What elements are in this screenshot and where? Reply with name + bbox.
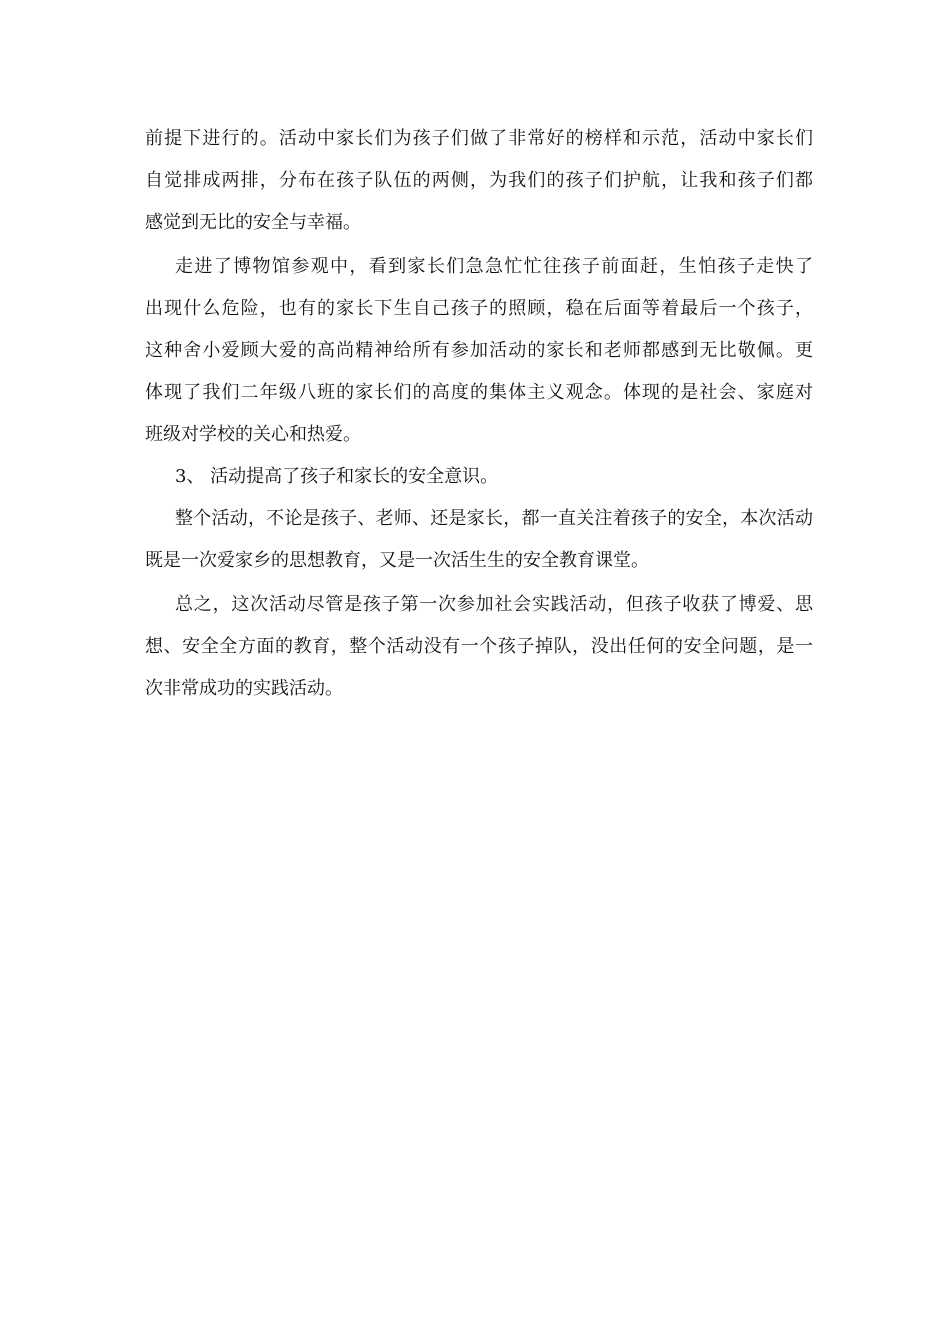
paragraph-line: 走进了博物馆参观中，看到家长们急急忙忙往孩子前面赶，生怕孩子走快了: [175, 256, 813, 277]
paragraph-line: 整个活动，不论是孩子、老师、还是家长，都一直关注着孩子的安全，本次活动: [175, 508, 813, 529]
paragraph-2: [145, 246, 813, 456]
paragraph-line: 总之，这次活动尽管是孩子第一次参加社会实践活动，但孩子收获了博爱、思: [175, 594, 813, 615]
paragraph-line: 自觉排成两排，分布在孩子队伍的两侧，为我们的孩子们护航，让我和孩子们都: [145, 170, 813, 191]
paragraph-line: 既是一次爱家乡的思想教育，又是一次活生生的安全教育课堂。: [145, 550, 649, 571]
paragraph-line: 想、安全全方面的教育，整个活动没有一个孩子掉队，没出任何的安全问题，是一: [145, 636, 813, 657]
paragraph-line: 体现了我们二年级八班的家长们的高度的集体主义观念。体现的是社会、家庭对: [145, 382, 813, 403]
document-body: [145, 118, 813, 710]
paragraph-line: 前提下进行的。活动中家长们为孩子们做了非常好的榜样和示范，活动中家长们: [145, 128, 813, 149]
paragraph-line: 感觉到无比的安全与幸福。: [145, 212, 361, 233]
paragraph-line: 出现什么危险，也有的家长下生自己孩子的照顾，稳在后面等着最后一个孩子，: [145, 298, 813, 319]
paragraph-line: 次非常成功的实践活动。: [145, 678, 343, 699]
paragraph-line: 这种舍小爱顾大爱的高尚精神给所有参加活动的家长和老师都感到无比敬佩。更: [145, 340, 813, 361]
paragraph-3: [145, 456, 813, 498]
paragraph-line: 班级对学校的关心和热爱。: [145, 424, 361, 445]
numbered-heading: 3、 活动提高了孩子和家长的安全意识。: [175, 466, 499, 487]
paragraph-4: [145, 498, 813, 582]
paragraph-1: [145, 118, 813, 244]
paragraph-5: [145, 584, 813, 710]
